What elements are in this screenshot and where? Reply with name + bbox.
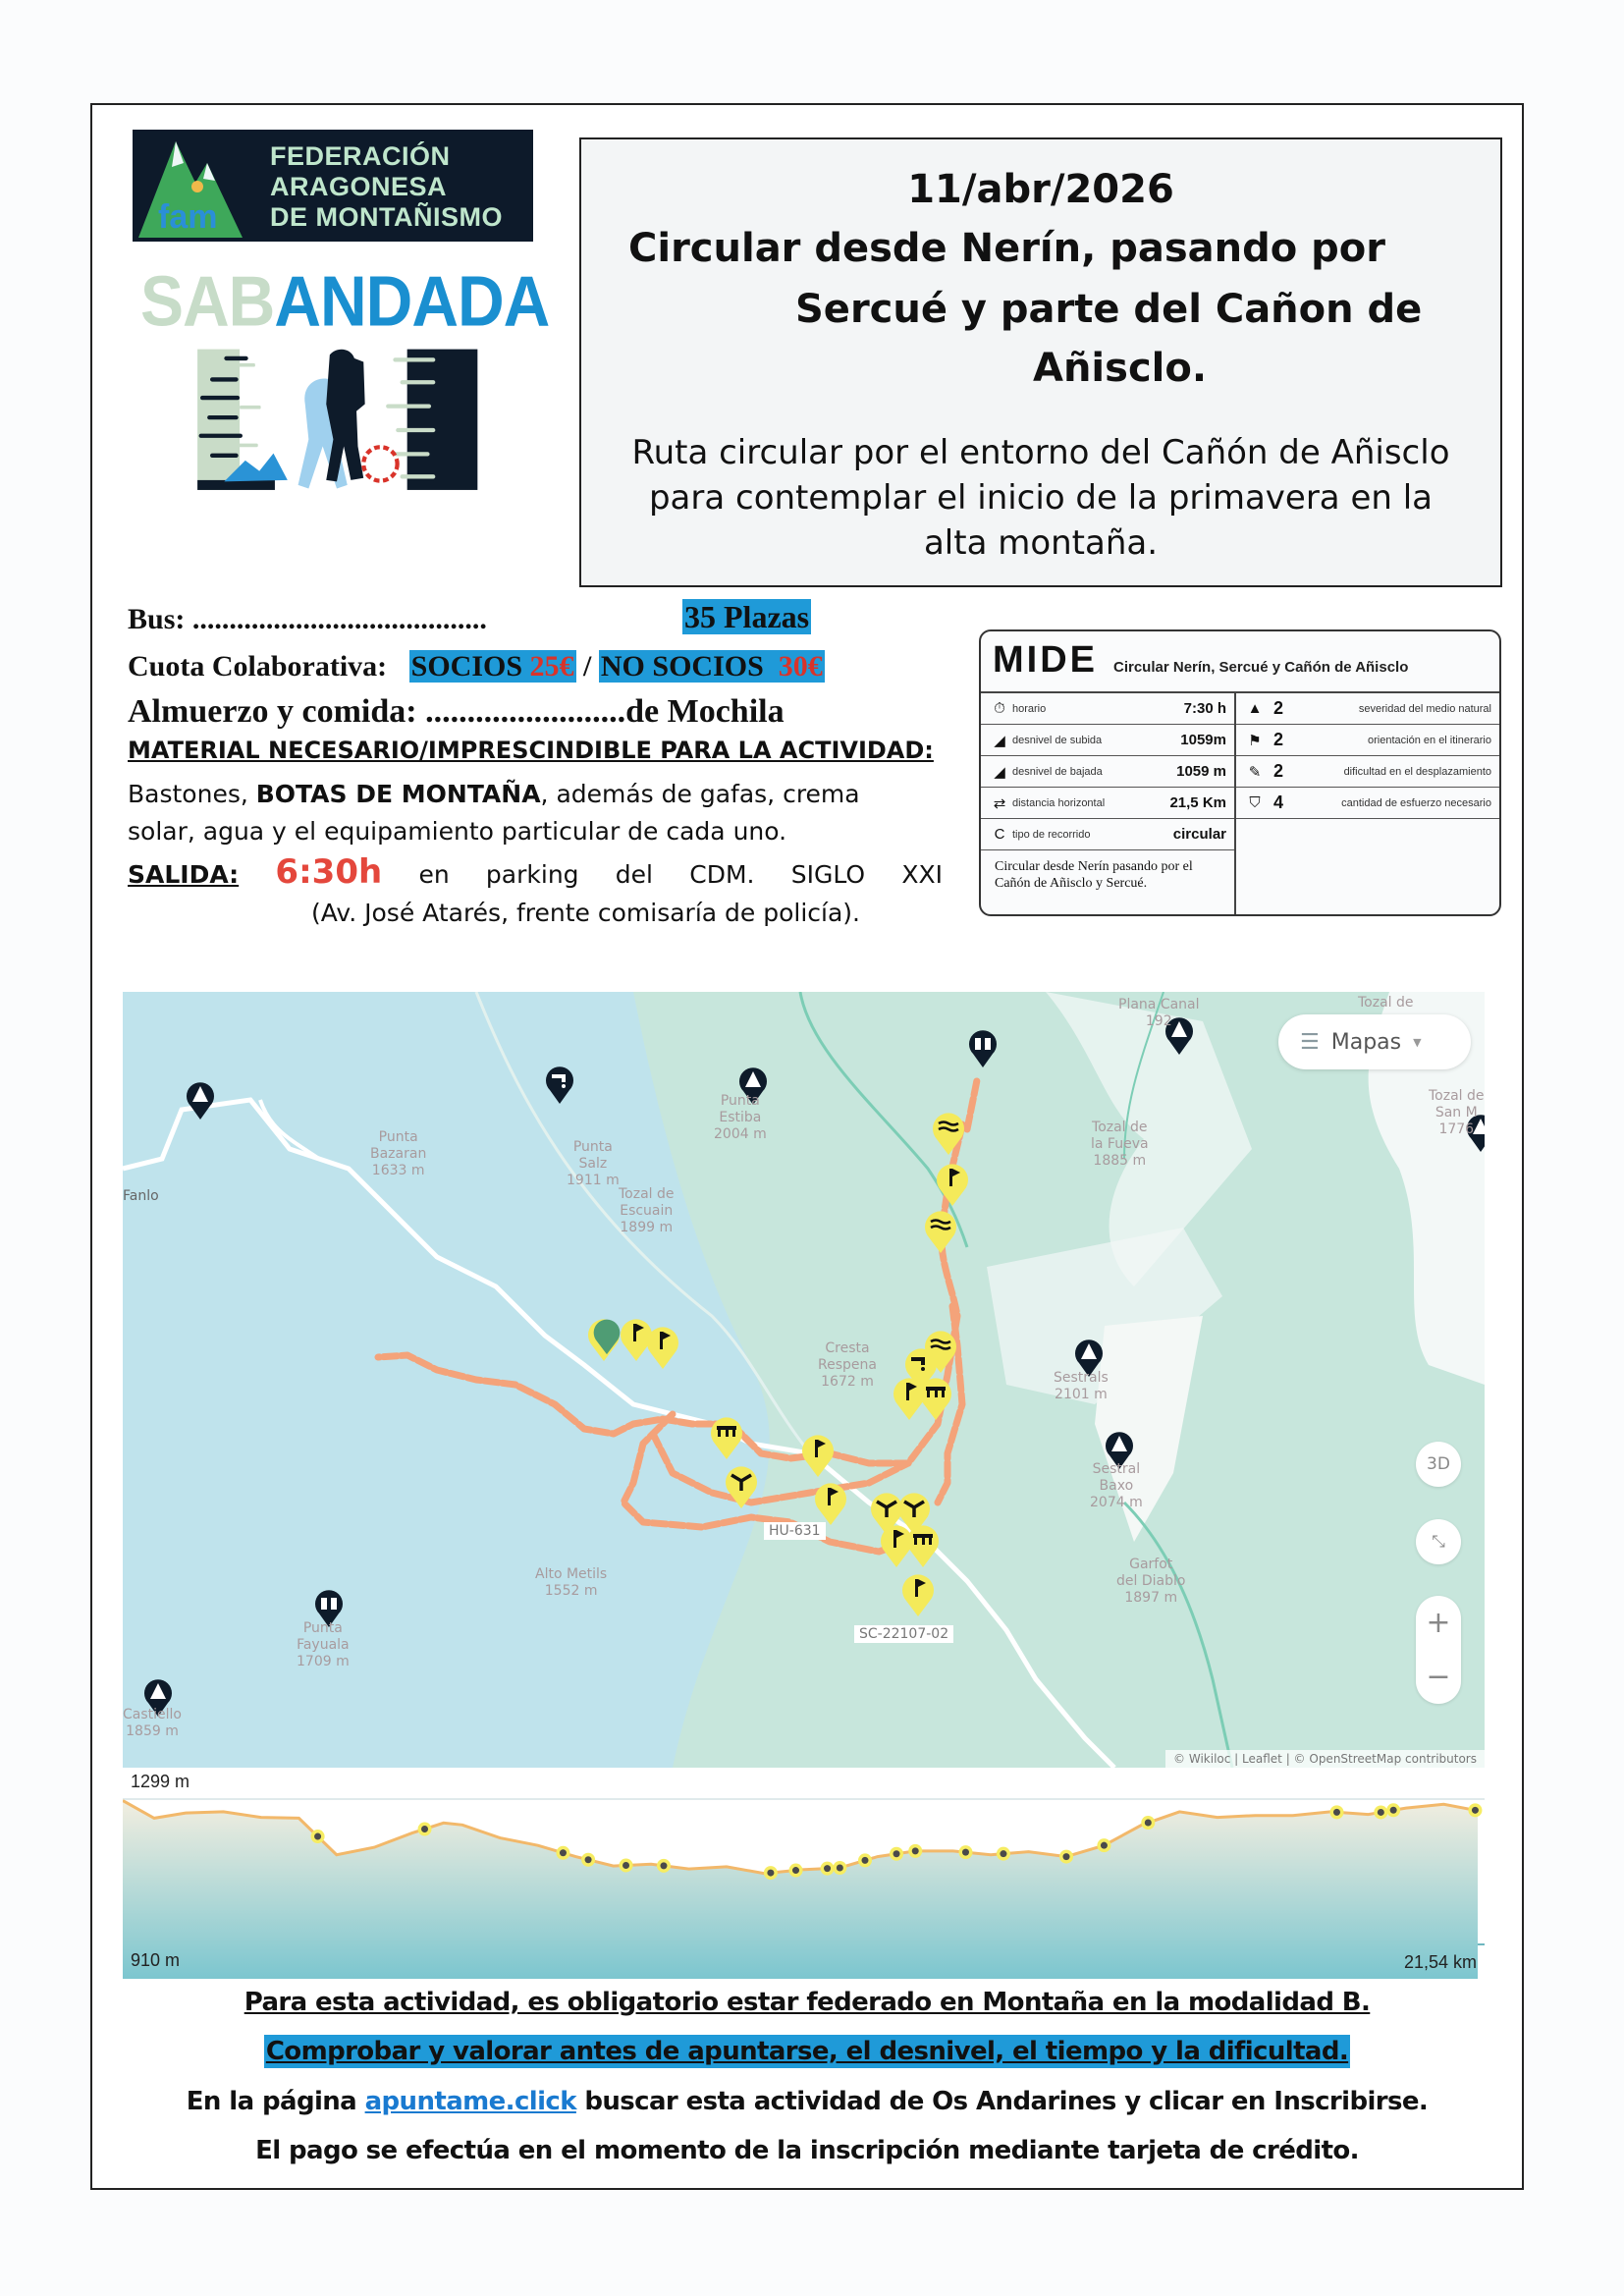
elevation-waypoint[interactable] <box>824 1865 831 1872</box>
activity-title-line: Sercué y parte del Cañon de <box>795 287 1423 332</box>
elevation-waypoint[interactable] <box>421 1826 428 1832</box>
mide-value: 7:30 h <box>1183 700 1226 717</box>
map-label-fanlo: Fanlo <box>123 1188 159 1204</box>
description-line: para contemplar el inicio de la primavera en la <box>648 478 1434 518</box>
flag-waypoint-icon[interactable] <box>619 1316 654 1361</box>
start-pin-icon[interactable] <box>592 1316 622 1355</box>
payment-notice: El pago se efectúa en el momento de la inscripción mediante tarjeta de crédito. <box>255 2136 1359 2165</box>
no-socios-price: 30€ <box>778 650 823 683</box>
activity-title-line: Circular desde Nerín, pasando por <box>628 226 1386 271</box>
mide-rating-row <box>1236 725 1501 756</box>
mide-rating-label: cantidad de esfuerzo necesario <box>1341 796 1491 809</box>
mide-label: horario <box>1012 702 1047 715</box>
mide-rating-label: dificultad en el desplazamiento <box>1343 765 1491 778</box>
wordmark-light: SAB <box>140 260 275 341</box>
map-layers-button[interactable] <box>1278 1014 1471 1069</box>
flag-waypoint-icon[interactable] <box>813 1480 848 1525</box>
fullscreen-icon[interactable]: ⤡ <box>1416 1519 1461 1564</box>
map-label-peak: Alto Metils 1552 m <box>535 1566 608 1599</box>
almuerzo-label: Almuerzo y comida: ........................ <box>128 693 626 730</box>
mide-stats <box>981 693 1236 916</box>
activity-description <box>581 430 1500 566</box>
elev-distance-label: 21,54 km <box>1403 1952 1477 1972</box>
elevation-waypoint[interactable] <box>314 1833 321 1840</box>
summit-pin-icon[interactable] <box>185 1080 216 1120</box>
map-label-peak: Plana Canal 192 <box>1118 997 1200 1029</box>
activity-date: 11/abr/2026 <box>907 167 1174 212</box>
salida-time: 6:30h <box>275 852 383 892</box>
mide-rating: 2 <box>1273 698 1284 718</box>
mide-table <box>981 691 1501 891</box>
mide-label: tipo de recorrido <box>1012 828 1091 841</box>
ascent-icon: ◢ <box>994 732 1005 749</box>
mide-route-name: Circular Nerín, Sercué y Cañón de Añisclo <box>1113 659 1409 676</box>
map-label-peak: Punta Fayuala 1709 m <box>297 1620 350 1669</box>
water-tap-pin-icon[interactable] <box>544 1065 575 1104</box>
elevation-waypoint[interactable] <box>837 1865 843 1872</box>
description-line: alta montaña. <box>923 523 1159 563</box>
junction-waypoint-icon[interactable] <box>724 1463 759 1508</box>
bridge-waypoint-icon[interactable] <box>709 1414 744 1459</box>
bus-line: Bus: ........................................ <box>128 603 487 635</box>
mide-header <box>993 639 1408 682</box>
material-heading: MATERIAL NECESARIO/IMPRESCINDIBLE PARA LA ACTIVIDAD: <box>128 737 934 764</box>
material-boots: BOTAS DE MONTAÑA <box>255 780 541 808</box>
plazas-badge <box>682 599 811 635</box>
layers-icon: ☰ <box>1300 1029 1320 1055</box>
elevation-waypoint[interactable] <box>1333 1809 1340 1816</box>
fam-mountain-icon <box>136 134 244 240</box>
salida-word: CDM. <box>689 860 755 889</box>
salida-word: parking <box>485 860 579 889</box>
instructions-text: En la página <box>186 2087 365 2116</box>
elevation-waypoint[interactable] <box>1378 1809 1384 1816</box>
mide-rating-row <box>1236 756 1501 788</box>
salida-line <box>128 852 943 892</box>
map-layers-label: Mapas <box>1330 1029 1402 1055</box>
socios-price: 25€ <box>529 650 574 683</box>
mide-value: circular <box>1172 826 1226 843</box>
elevation-waypoint[interactable] <box>1000 1850 1006 1857</box>
flag-waypoint-icon[interactable] <box>800 1432 836 1477</box>
map-label-peak: Tozal de la Fueva 1885 m <box>1091 1120 1149 1169</box>
elevation-waypoint[interactable] <box>585 1856 592 1863</box>
mide-note: Circular desde Nerín pasando por el Cañón de Añisclo y Sercué. <box>995 859 1193 891</box>
mide-value: 1059 m <box>1176 763 1226 780</box>
map-label-peak: Sestral Baxo 2074 m <box>1090 1461 1143 1510</box>
federation-line: ARAGONESA <box>270 172 448 201</box>
mide-row-horario <box>981 693 1234 725</box>
effort-icon: ⛉ <box>1249 794 1261 811</box>
map-3d-button[interactable]: 3D <box>1416 1442 1461 1487</box>
hiker-illustration <box>140 341 533 552</box>
socios-price-badge <box>409 650 576 683</box>
elevation-waypoint[interactable] <box>1390 1807 1397 1814</box>
map-zoom-control <box>1416 1596 1461 1704</box>
inscription-instructions <box>90 2087 1524 2116</box>
mide-rating-row <box>1236 788 1501 819</box>
mide-rating-row <box>1236 693 1501 725</box>
mide-rating-label: severidad del medio natural <box>1358 702 1491 715</box>
mide-row-distancia <box>981 788 1234 819</box>
elevation-profile <box>123 1768 1485 1979</box>
bridge-waypoint-icon[interactable] <box>905 1522 941 1567</box>
apuntame-link[interactable]: apuntame.click <box>364 2087 576 2116</box>
material-text: , además de gafas, crema solar, agua y el equipamiento particular de cada uno. <box>128 780 860 846</box>
logo-block <box>133 130 550 552</box>
federado-text: Para esta actividad, es obligatorio estar federado en Montaña en la modalidad B. <box>244 1988 1371 2017</box>
elevation-area <box>123 1801 1478 1980</box>
almuerzo-value: de Mochila <box>625 693 785 730</box>
map-label-peak: Tozal de <box>1358 995 1414 1011</box>
material-text: Bastones, <box>128 780 256 808</box>
activity-title-line: Añisclo. <box>1033 346 1208 391</box>
plazas-value: 35 Plazas <box>684 599 810 634</box>
mide-row-bajada <box>981 756 1234 788</box>
federation-line: FEDERACIÓN <box>270 141 451 171</box>
flag-waypoint-icon[interactable] <box>900 1571 936 1616</box>
elev-min-label: 910 m <box>131 1950 181 1970</box>
elevation-waypoint[interactable] <box>792 1867 799 1874</box>
severity-icon: ▲ <box>1247 700 1263 717</box>
fam-initials: fam <box>158 198 218 236</box>
cuota-label: Cuota Colaborativa: <box>128 650 388 683</box>
mide-logo: MIDE <box>993 639 1098 681</box>
federation-line: DE MONTAÑISMO <box>270 202 503 232</box>
description-line: Ruta circular por el entorno del Cañón de Añisclo <box>631 433 1450 472</box>
mide-rating: 2 <box>1273 761 1284 781</box>
elev-max-label: 1299 m <box>131 1772 190 1791</box>
road-label: HU-631 <box>764 1522 826 1540</box>
map-attribution: © Wikiloc | Leaflet | © OpenStreetMap contributors <box>1165 1750 1485 1768</box>
map-label-peak: Sestrals 2101 m <box>1054 1370 1109 1402</box>
elevation-waypoint[interactable] <box>962 1849 969 1856</box>
river-waypoint-icon[interactable] <box>923 1208 958 1253</box>
wordmark-dark: ANDADA <box>274 260 550 341</box>
elevation-waypoint[interactable] <box>893 1850 900 1857</box>
flag-waypoint-icon[interactable] <box>935 1161 970 1206</box>
elevation-waypoint[interactable] <box>1063 1853 1070 1860</box>
salida-label: SALIDA: <box>128 860 240 889</box>
elevation-waypoint[interactable] <box>1101 1842 1108 1849</box>
salida-word: XXI <box>901 860 943 889</box>
mide-label: desnivel de subida <box>1012 734 1103 746</box>
map-label-peak: Punta Estiba 2004 m <box>714 1093 767 1142</box>
map-label-peak: Castiello 1859 m <box>123 1707 182 1739</box>
elevation-waypoint[interactable] <box>861 1857 868 1864</box>
loop-icon: C <box>994 826 1005 843</box>
map-label-peak: Tozal de San M 1776 <box>1429 1088 1485 1137</box>
material-list <box>128 776 933 850</box>
bridge-waypoint-icon[interactable] <box>918 1375 953 1420</box>
elevation-chart <box>123 1768 1485 1979</box>
stopwatch-icon: ⏱ <box>994 700 1005 717</box>
price-separator: / <box>583 650 592 683</box>
federation-name <box>270 141 503 233</box>
mide-rating-label: orientación en el itinerario <box>1368 734 1491 746</box>
map-label-peak: Punta Bazaran 1633 m <box>370 1129 427 1178</box>
mide-value: 1059m <box>1180 732 1226 748</box>
elevation-waypoint[interactable] <box>660 1862 667 1869</box>
no-socios-price-badge <box>599 650 825 683</box>
cuota-line <box>128 650 825 683</box>
mide-card <box>979 629 1501 916</box>
route-map[interactable] <box>123 992 1485 1768</box>
comprobar-text: Comprobar y valorar antes de apuntarse, el desnivel, el tiempo y la dificultad. <box>265 2037 1349 2066</box>
river-waypoint-icon[interactable] <box>931 1110 966 1155</box>
zoom-out-button[interactable]: − <box>1426 1660 1451 1694</box>
salida-word: del <box>615 860 653 889</box>
mide-value: 21,5 Km <box>1169 794 1226 811</box>
map-label-peak: Cresta Respena 1672 m <box>818 1340 877 1390</box>
elevation-waypoint[interactable] <box>1145 1820 1152 1827</box>
zoom-in-button[interactable]: + <box>1426 1606 1451 1640</box>
elevation-waypoint[interactable] <box>912 1847 919 1854</box>
almuerzo-line <box>128 693 785 731</box>
activity-title-box <box>579 137 1502 587</box>
comprobar-notice <box>90 2037 1524 2066</box>
elevation-waypoint[interactable] <box>560 1849 567 1856</box>
elevation-waypoint[interactable] <box>767 1870 774 1877</box>
orientation-icon: ⚑ <box>1248 732 1262 749</box>
map-label-peak: Tozal de Escuain 1899 m <box>619 1186 675 1235</box>
sabandada-wordmark <box>140 259 549 342</box>
mide-label: distancia horizontal <box>1012 796 1106 809</box>
mide-rating: 2 <box>1273 730 1284 749</box>
elevation-waypoint[interactable] <box>1472 1807 1479 1814</box>
mide-row-tipo <box>981 819 1234 850</box>
viewpoint-pin-icon[interactable] <box>967 1028 999 1067</box>
map-label-peak: Punta Salz 1911 m <box>567 1139 620 1188</box>
distance-icon: ⇄ <box>993 794 1006 812</box>
federado-notice <box>90 1988 1524 2017</box>
salida-address: (Av. José Atarés, frente comisaría de policía). <box>311 899 860 927</box>
mide-label: desnivel de bajada <box>1012 765 1103 778</box>
instructions-text: buscar esta actividad de Os Andarines y clicar en Inscribirse. <box>575 2087 1429 2116</box>
salida-word: en <box>418 860 450 889</box>
map-label-peak: Garfot del Diablo 1897 m <box>1116 1557 1186 1606</box>
terrain-icon: ✎ <box>1248 763 1262 781</box>
road-label: SC-22107-02 <box>854 1625 953 1643</box>
descent-icon: ◢ <box>994 763 1005 781</box>
mide-row-subida <box>981 725 1234 756</box>
mide-ratings <box>1236 693 1501 819</box>
salida-word: SIGLO <box>790 860 866 889</box>
no-socios-label: NO SOCIOS <box>600 650 764 683</box>
socios-label: SOCIOS <box>410 650 523 683</box>
mide-rating: 4 <box>1273 793 1284 812</box>
fam-logo-bar <box>133 130 533 242</box>
chevron-down-icon: ▼ <box>1413 1035 1422 1049</box>
elevation-waypoint[interactable] <box>623 1862 629 1869</box>
